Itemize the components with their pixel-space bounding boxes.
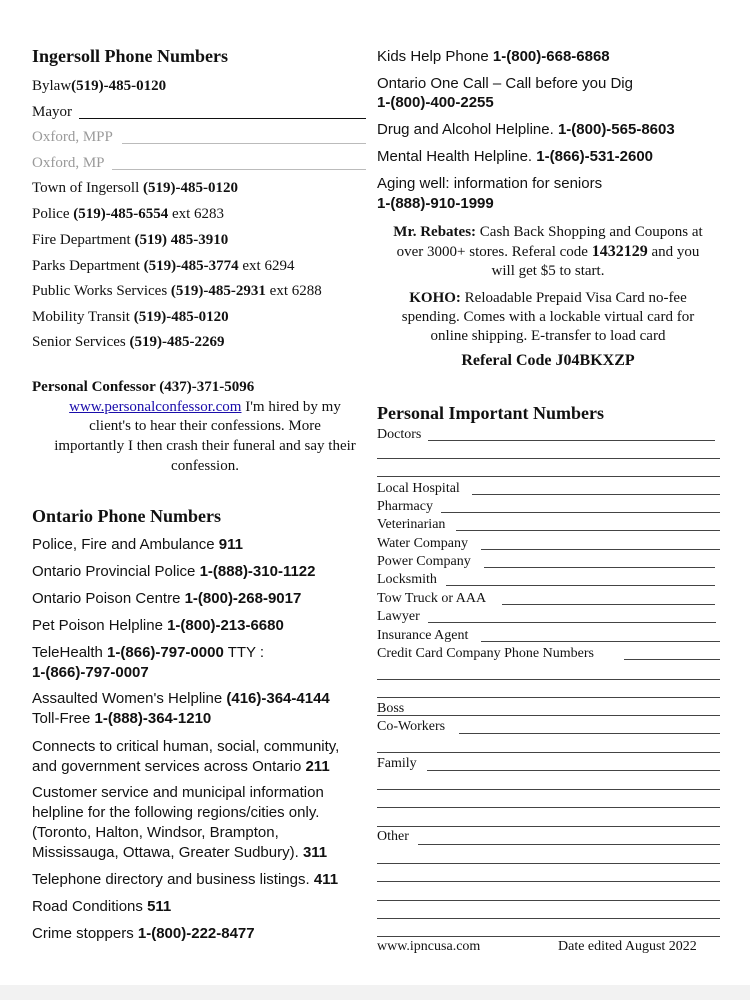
tow-fill-line [502, 604, 715, 605]
ontario-item: Ontario Provincial Police 1-(888)-310-1122 [32, 563, 316, 580]
locksmith-label: Locksmith [377, 572, 437, 587]
bylaw-row: Bylaw(519)-485-0120 [32, 78, 167, 94]
rebates-line-1: Mr. Rebates: Cash Back Shopping and Coupons at [393, 224, 703, 240]
fill-line [377, 697, 720, 698]
mental-helpline-row: Mental Health Helpline. 1-(866)-531-2600 [377, 148, 654, 165]
ontario-item: TeleHealth 1-(866)-797-0000 TTY : [32, 644, 265, 661]
other-label: Other [377, 829, 409, 844]
coworkers-label: Co-Workers [377, 719, 446, 734]
boss-label: Boss [377, 701, 405, 716]
koho-line-3: online shipping. E-transfer to load card [430, 328, 666, 344]
ingersoll-item: Parks Department (519)-485-3774 ext 6294 [32, 258, 295, 274]
doctors-fill-line [428, 440, 715, 441]
ontario-item: Police, Fire and Ambulance 911 [32, 536, 243, 553]
customer-line-3: (Toronto, Halton, Windsor, Brampton, [32, 824, 279, 841]
insurance-label: Insurance Agent [377, 628, 469, 643]
hospital-label: Local Hospital [377, 481, 460, 496]
ingersoll-item: Mobility Transit (519)-485-0120 [32, 309, 229, 325]
power-fill-line [484, 567, 715, 568]
koho-referal-code: Referal Code J04BKXZP [461, 352, 635, 369]
insurance-fill-line [481, 641, 720, 642]
pharmacy-label: Pharmacy [377, 499, 433, 514]
vet-label: Veterinarian [377, 517, 446, 532]
koho-line-1: KOHO: Reloadable Prepaid Visa Card no-fee [409, 290, 687, 306]
confessor-line-4: confession. [171, 458, 239, 474]
onecall-num: 1-(800)-400-2255 [377, 94, 494, 111]
lawyer-label: Lawyer [377, 609, 420, 624]
other-fill-line [418, 844, 720, 845]
mayor-fill-line [79, 118, 366, 119]
rebates-line-3: will get $5 to start. [491, 263, 605, 279]
lawyer-fill-line [428, 622, 716, 623]
confessor-line-2: client's to hear their confessions. More [89, 418, 321, 434]
ontario-title: Ontario Phone Numbers [32, 506, 221, 526]
ingersoll-item: Senior Services (519)-485-2269 [32, 334, 225, 350]
koho-line-2: spending. Comes with a lockable virtual card for [401, 309, 695, 325]
women-tollfree: Toll-Free 1-(888)-364-1210 [32, 710, 212, 727]
connects-line-2: and government services across Ontario 211 [32, 758, 330, 775]
footer-site: www.ipncusa.com [377, 939, 481, 954]
ingersoll-item: Police (519)-485-6554 ext 6283 [32, 206, 225, 222]
ingersoll-item: Public Works Services (519)-485-2931 ext 6288 [32, 283, 322, 299]
fill-line [377, 826, 720, 827]
aging-label: Aging well: information for seniors [377, 175, 603, 192]
mayor-label: Mayor [32, 104, 72, 120]
telehealth-tty-num: 1-(866)-797-0007 [32, 664, 149, 681]
fill-line [377, 918, 720, 919]
power-label: Power Company [377, 554, 471, 569]
mp-label: Oxford, MP [32, 155, 105, 171]
ontario-item: Road Conditions 511 [32, 898, 172, 915]
confessor-line-3: importantly I then crash their funeral and say their [54, 438, 356, 454]
fill-line [377, 752, 720, 753]
fill-line [377, 789, 720, 790]
vet-fill-line [456, 530, 720, 531]
mp-fill-line [112, 169, 366, 170]
credit-fill-line [624, 659, 720, 660]
fill-line [377, 679, 720, 680]
mpp-label: Oxford, MPP [32, 129, 113, 145]
ingersoll-title: Ingersoll Phone Numbers [32, 46, 229, 66]
connects-line-1: Connects to critical human, social, community, [32, 738, 340, 755]
footer-date: Date edited August 2022 [558, 939, 697, 954]
credit-label: Credit Card Company Phone Numbers [377, 646, 594, 661]
hospital-fill-line [472, 494, 720, 495]
mpp-fill-line [122, 143, 366, 144]
confessor-line-1: www.personalconfessor.com I'm hired by my [69, 399, 341, 415]
personal-title: Personal Important Numbers [377, 403, 604, 423]
fill-line [377, 863, 720, 864]
ontario-item: Telephone directory and business listings. 411 [32, 871, 339, 888]
coworkers-fill-line [459, 733, 720, 734]
customer-line-4: Mississauga, Ottawa, Greater Sudbury). 311 [32, 844, 328, 861]
family-label: Family [377, 756, 417, 771]
fill-line [377, 900, 720, 901]
ontario-item: Crime stoppers 1-(800)-222-8477 [32, 925, 255, 942]
fill-line [377, 807, 720, 808]
water-label: Water Company [377, 536, 469, 551]
ontario-item: Assaulted Women's Helpline (416)-364-4144 [32, 690, 330, 707]
boss-fill-line [377, 715, 720, 716]
ontario-item: Ontario Poison Centre 1-(800)-268-9017 [32, 590, 302, 607]
onecall-label: Ontario One Call – Call before you Dig [377, 75, 633, 92]
family-fill-line [427, 770, 720, 771]
pharmacy-fill-line [441, 512, 720, 513]
confessor-link[interactable]: www.personalconfessor.com [69, 399, 242, 415]
drug-helpline-row: Drug and Alcohol Helpline. 1-(800)-565-8603 [377, 121, 675, 138]
customer-line-2: helpline for the following regions/cities only. [32, 804, 320, 821]
water-fill-line [481, 549, 720, 550]
tow-label: Tow Truck or AAA [377, 591, 487, 606]
ingersoll-item: Fire Department (519) 485-3910 [32, 232, 229, 248]
doctors-label: Doctors [377, 427, 422, 442]
aging-num: 1-(888)-910-1999 [377, 195, 494, 212]
rebates-line-2: over 3000+ stores. Referal code 1432129 and you [396, 243, 700, 260]
kids-help-row: Kids Help Phone 1-(800)-668-6868 [377, 48, 610, 65]
customer-line-1: Customer service and municipal information [32, 784, 324, 801]
ontario-item: Pet Poison Helpline 1-(800)-213-6680 [32, 617, 284, 634]
ingersoll-item: Town of Ingersoll (519)-485-0120 [32, 180, 238, 196]
fill-line [377, 936, 720, 937]
confessor-title: Personal Confessor (437)-371-5096 [32, 379, 255, 395]
fill-line [377, 476, 720, 477]
locksmith-fill-line [446, 585, 715, 586]
fill-line [377, 458, 720, 459]
fill-line [377, 881, 720, 882]
